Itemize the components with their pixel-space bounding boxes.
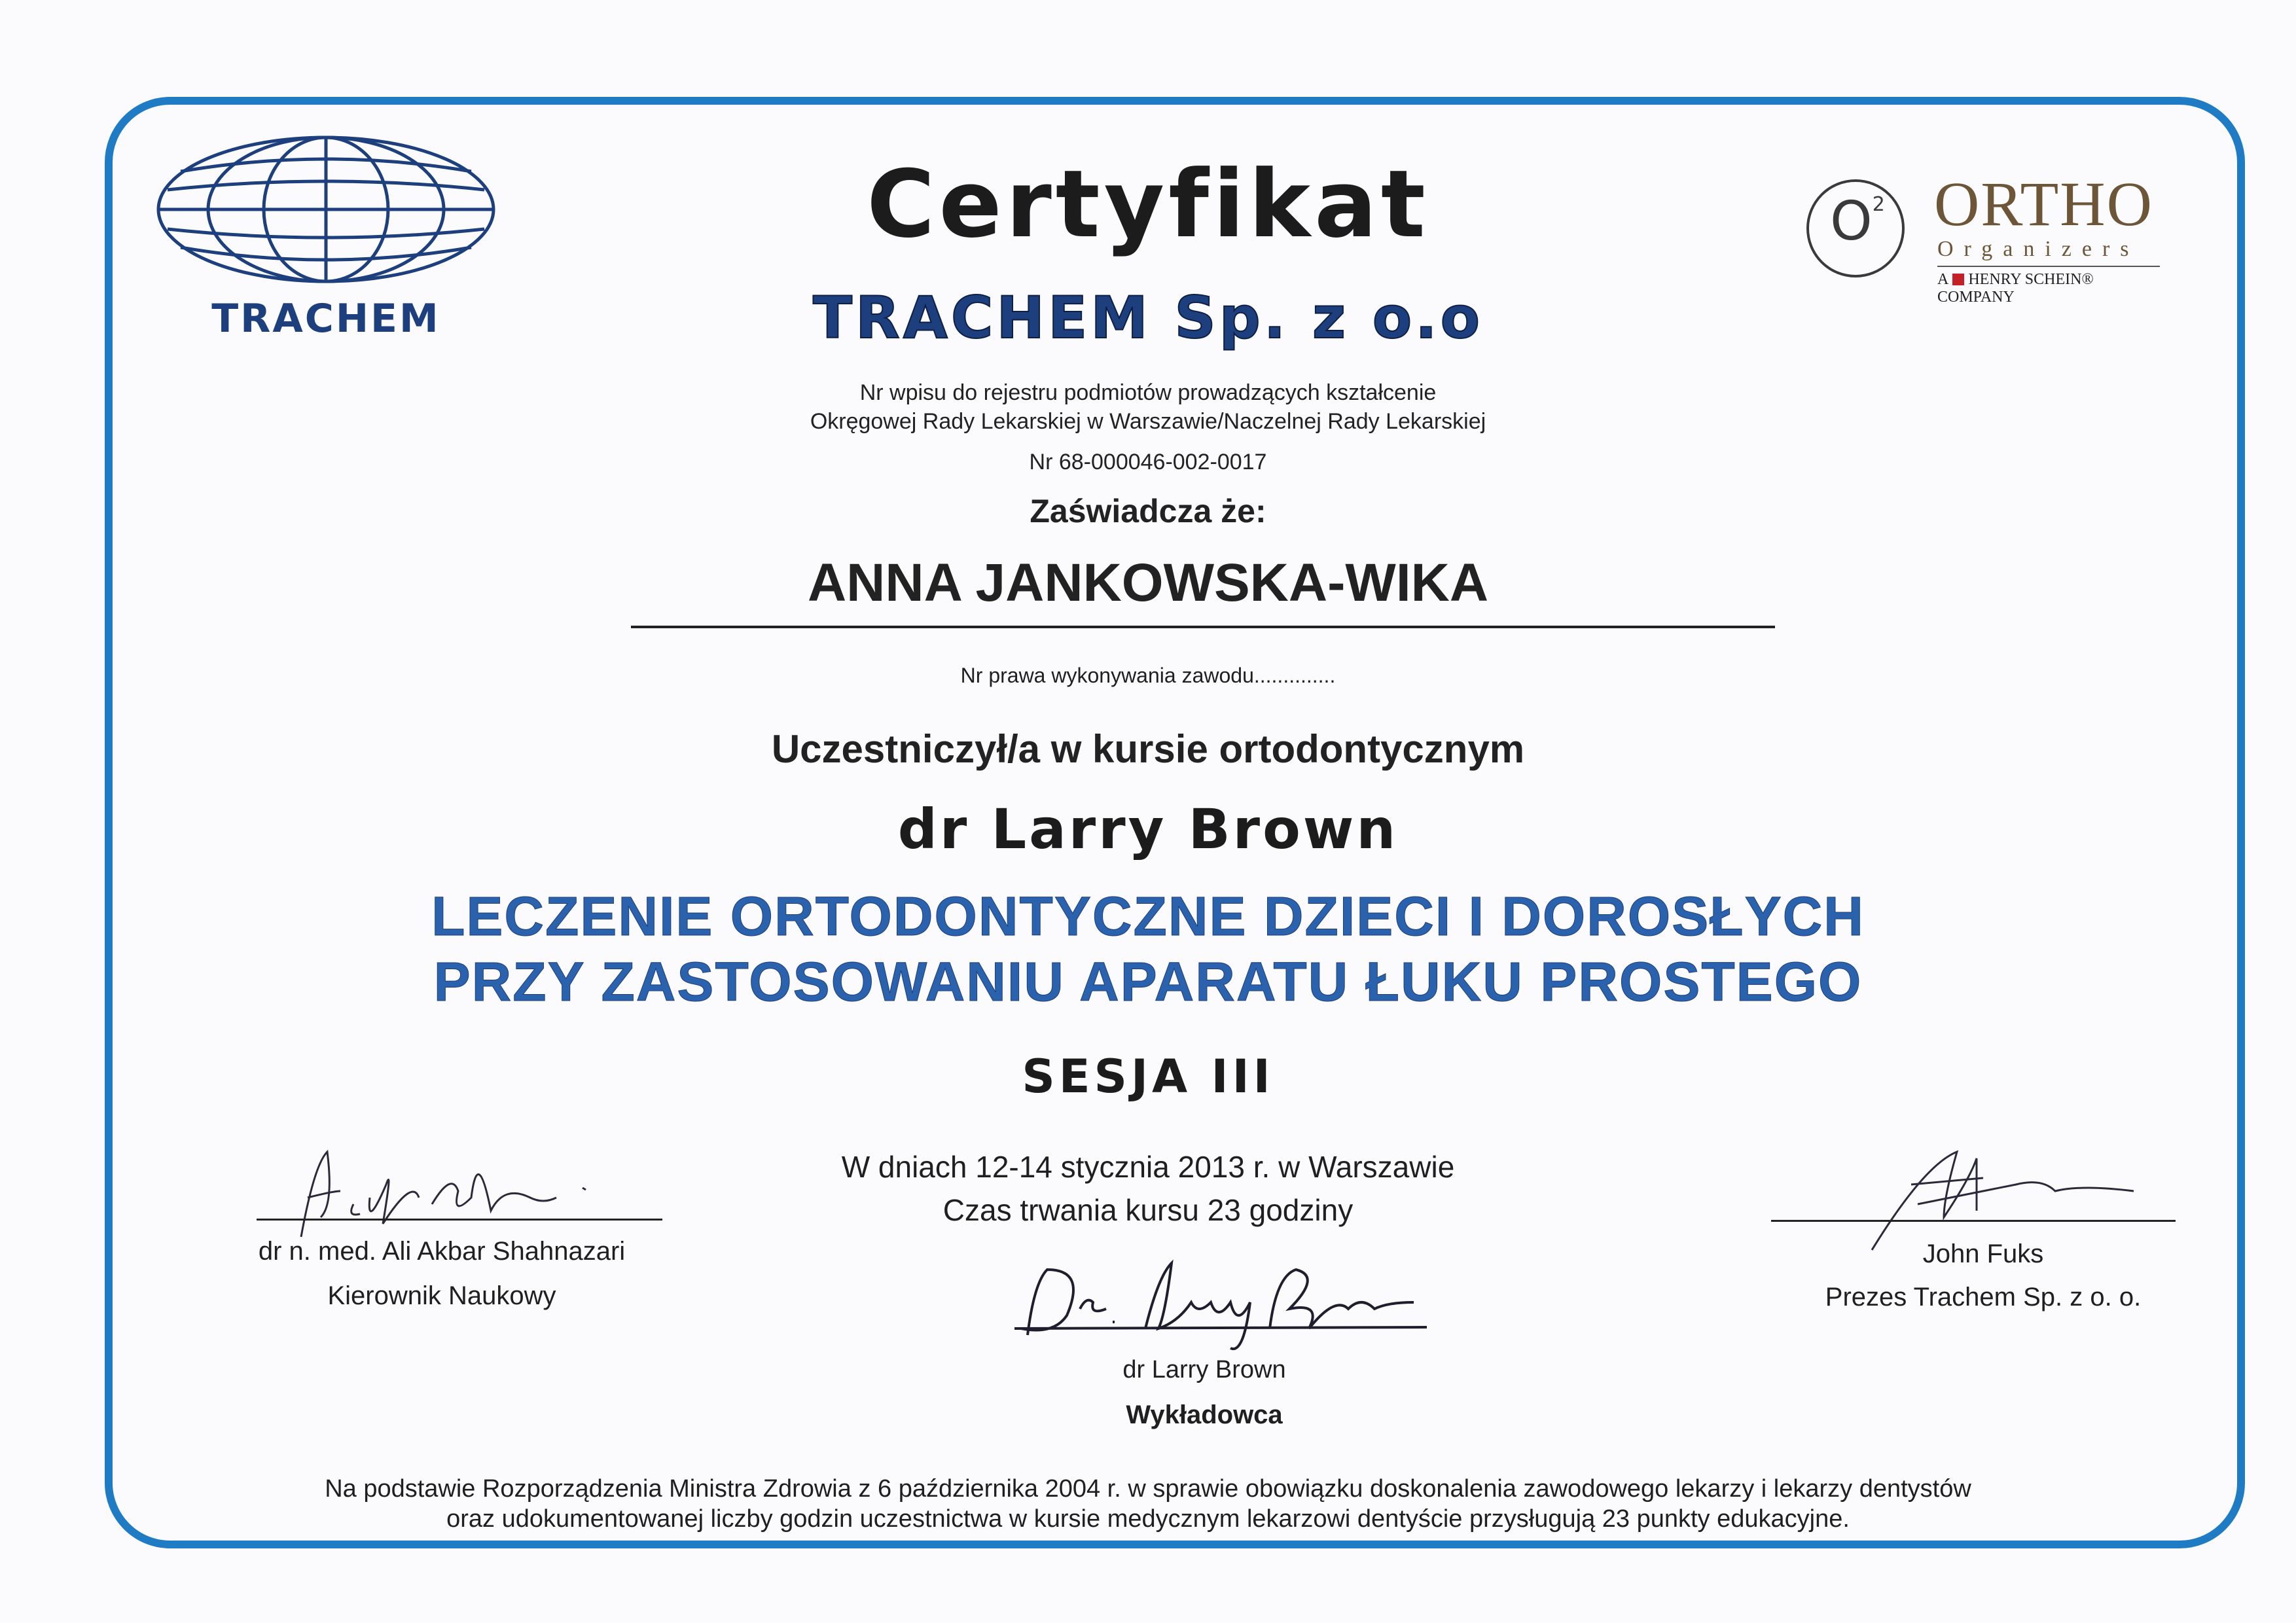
legal-note-line-2: oraz udokumentowanej liczby godzin uczestnictwa w kursie medycznym lekarzowi dentyście przysługują 23 punkty edukacyjne. <box>446 1505 1850 1533</box>
certificate-title: Certyfikat <box>867 151 1429 259</box>
lecturer-role: Wykładowca <box>1126 1400 1283 1429</box>
recipient-name: ANNA JANKOWSKA-WIKA <box>807 553 1489 613</box>
right-signatory-role: Prezes Trachem Sp. z o. o. <box>1825 1283 2142 1311</box>
ortho-sub: Organizers <box>1937 237 2140 261</box>
left-signature-scribble <box>255 1126 668 1250</box>
ortho-divider <box>1937 266 2160 267</box>
legal-note-line-1: Na podstawie Rozporządzenia Ministra Zdrowia z 6 października 2004 r. w sprawie obowiązku doskonalenia zawodowego lekarzy i lekarzy dentystów <box>325 1475 1971 1503</box>
ortho-name: ORTHO <box>1934 169 2153 239</box>
right-signatory-name: John Fuks <box>1922 1240 2044 1268</box>
ortho-company: A HENRY SCHEIN® COMPANY <box>1937 271 2094 306</box>
left-signature-line <box>257 1219 662 1221</box>
course-title-line-1: LECZENIE ORTODONTYCZNE DZIECI I DOROSŁYCH <box>431 885 1865 947</box>
course-dates: W dniach 12-14 stycznia 2013 r. w Warszawie <box>841 1150 1455 1184</box>
right-signature-line <box>1771 1220 2176 1222</box>
registration-line-2: Okręgowej Rady Lekarskiej w Warszawie/Naczelnej Rady Lekarskiej <box>810 409 1486 434</box>
course-duration: Czas trwania kursu 23 godziny <box>942 1193 1354 1227</box>
license-number: Nr prawa wykonywania zawodu.............. <box>960 664 1336 687</box>
left-signatory-role: Kierownik Naukowy <box>327 1281 556 1310</box>
session-label: SESJA III <box>1022 1050 1274 1103</box>
registration-number: Nr 68-000046-002-0017 <box>1029 450 1267 474</box>
lecturer-name: dr Larry Brown <box>1122 1356 1286 1383</box>
trachem-logo-text: TRACHEM <box>211 296 440 342</box>
course-title-line-2: PRZY ZASTOSOWANIU APARATU ŁUKU PROSTEGO <box>433 951 1863 1012</box>
o2-mark: $O^2$ <box>1830 190 1885 253</box>
certifies-label: Zaświadcza że: <box>1030 493 1266 529</box>
registration-line-1: Nr wpisu do rejestru podmiotów prowadzących kształcenie <box>859 380 1437 405</box>
lecturer-heading: dr Larry Brown <box>897 797 1399 861</box>
recipient-underline <box>631 626 1775 628</box>
organizer-name: TRACHEM Sp. z o.o <box>812 284 1484 351</box>
left-signatory-name: dr n. med. Ali Akbar Shahnazari <box>258 1237 626 1266</box>
participation-statement: Uczestniczył/a w kursie ortodontycznym <box>771 727 1525 771</box>
lecturer-signature <box>1008 1257 1427 1355</box>
